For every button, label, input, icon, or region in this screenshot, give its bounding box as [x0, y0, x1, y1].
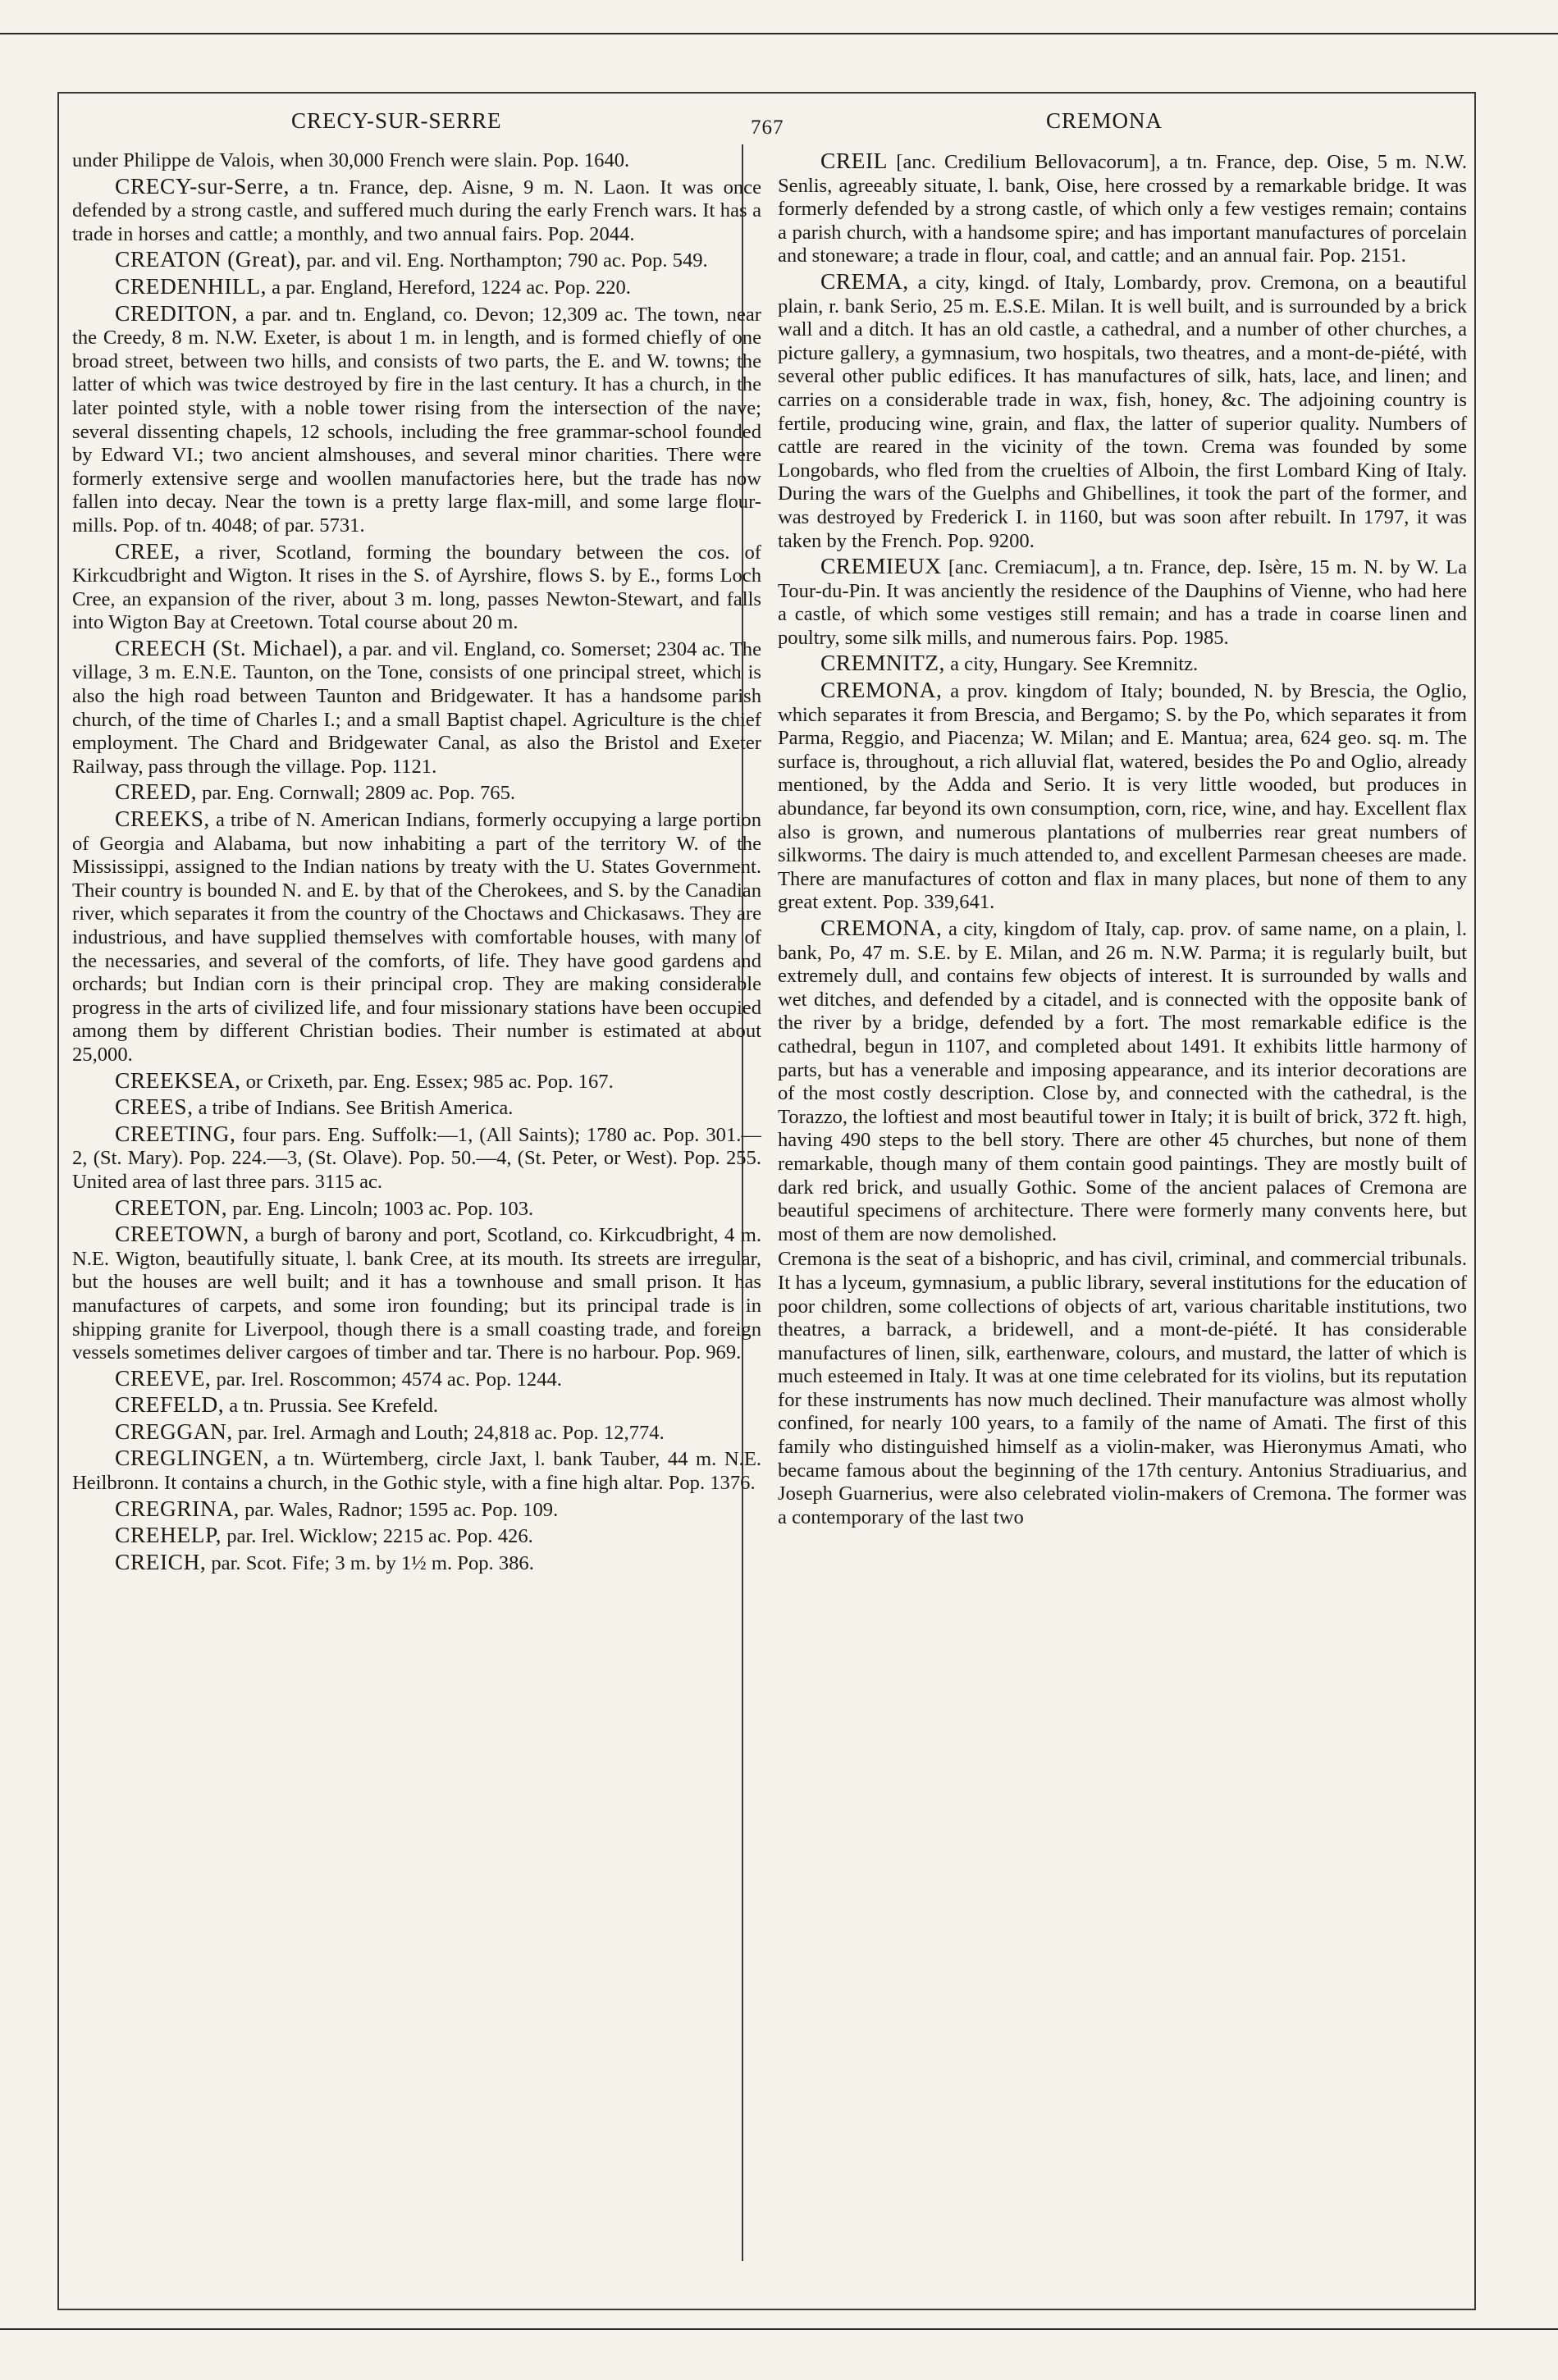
- entry-text: par. and vil. Eng. Northampton; 790 ac. Pop. 549.: [306, 249, 708, 272]
- entry-text: par. Irel. Armagh and Louth; 24,818 ac. Pop. 12,774.: [237, 1421, 665, 1444]
- entry-text: par. Eng. Cornwall; 2809 ac. Pop. 765.: [202, 782, 516, 805]
- entry-headword: CREDITON,: [115, 299, 238, 326]
- gazetteer-entry: [778, 1248, 1467, 1529]
- entry-headword: CREETON,: [115, 1194, 228, 1220]
- entry-headword: CREGGAN,: [115, 1418, 233, 1444]
- page-number: 767: [751, 116, 784, 139]
- gazetteer-entry: [72, 149, 761, 173]
- entry-text: or Crixeth, par. Eng. Essex; 985 ac. Pop. 167.: [245, 1070, 614, 1093]
- entry-headword: CREIL: [820, 148, 888, 173]
- entry-text: a par. and tn. England, co. Devon; 12,309 ac. The town, near the Creedy, 8 m. N.W. Exeter, is about 1 m. in length, and is formed chiefly of one broad street, between two hills, and consists of two parts, the E. and W. towns; the latter of which was twice destroyed by fire in the last century. It has a church, in the later pointed style, with a noble tower rising from the intersection of the nave; several dissenting chapels, 12 schools, including the free grammar-school founded by Edward VI.; two ancient almshouses, and several minor charities. There were formerly extensive serge and woollen manufactories here, but the trade has now fallen into decay. Near the town is a pretty large flax-mill, and some large flour-mills. Pop. of tn. 4048; of par. 5731.: [72, 303, 761, 537]
- entry-text: a par. England, Hereford, 1224 ac. Pop. 220.: [272, 276, 631, 299]
- top-rule: [0, 33, 1558, 34]
- entry-headword: CREMNITZ,: [820, 650, 945, 676]
- entry-headword: CREES,: [115, 1094, 194, 1120]
- entry-headword: CREATON (Great),: [115, 246, 302, 272]
- entry-headword: CREMONA,: [820, 915, 943, 940]
- entry-text: four pars. Eng. Suffolk:—1, (All Saints); 1780 ac. Pop. 301.—2, (St. Mary). Pop. 224.—3, (St. Olave). Pop. 50.—4, (St. Peter, or West). Pop. 255. United area of last three pars. 3115 ac.: [72, 1123, 761, 1193]
- gazetteer-entry: [72, 537, 761, 635]
- entry-text: a tn. Würtemberg, circle Jaxt, l. bank Tauber, 44 m. N.E. Heilbronn. It contains a church, in the Gothic style, with a fine high altar. Pop. 1376.: [72, 1448, 761, 1495]
- gazetteer-entry: [778, 267, 1468, 553]
- gazetteer-entry: [72, 1393, 761, 1418]
- gazetteer-entry: [72, 1548, 761, 1576]
- entry-headword: CREEKS,: [115, 806, 210, 832]
- entry-headword: CRECY-sur-Serre,: [115, 172, 290, 199]
- gazetteer-entry: [72, 1196, 761, 1222]
- gazetteer-entry: [778, 555, 1467, 650]
- gazetteer-entry: [72, 1420, 761, 1446]
- gazetteer-entry: [72, 172, 761, 247]
- gazetteer-entry: [778, 149, 1467, 268]
- entry-headword: CREMONA,: [820, 677, 943, 703]
- entry-text: a city, kingd. of Italy, Lombardy, prov. Cremona, on a beautiful plain, r. bank Serio, 25 m. E.S.E. Milan. It is well built, and is surrounded by a brick wall and a ditch. It has an old castle, a cathedral, and a number of other churches, a picture gallery, a gymnasium, two hospitals, two theatres, and a mont-de-piété, with several other public edifices. It has manufactures of silk, hats, lace, and linen; and carries on a considerable trade in wax, fish, honey, &c. The adjoining country is fertile, producing wine, grain, and flax, the latter of superior quality. Numbers of cattle are reared in the vicinity of the town. Crema was founded by some Longobards, who fled from the cruelties of Alboin, the first Lombard King of Italy. During the wars of the Guelphs and Ghibellines, it took the part of the former, and was destroyed by Frederick I. in 1160, but was soon after rebuilt. In 1797, it was taken by the French. Pop. 9200.: [778, 271, 1468, 552]
- entry-headword: CREEVE,: [115, 1364, 212, 1391]
- gazetteer-entry: [72, 1095, 761, 1121]
- gazetteer-entry: [72, 1446, 761, 1495]
- entry-headword: CREFELD,: [115, 1391, 225, 1418]
- entry-text: a prov. kingdom of Italy; bounded, N. by Brescia, the Oglio, which separates it from Brescia, and Bergamo; S. by the Po, which separates it from Parma, Reggio, and Piacenza; W. Milan; and E. Mantua; area, 624 geo. sq. m. The surface is, throughout, a rich alluvial flat, watered, besides the Po and Oglio, already mentioned, by the Adda and Serio. It is very little wooded, but produces in abundance, far beyond its own consumption, corn, rice, wine, and hay. Excellent flax also is grown, and numerous plantations of mulberries rear great numbers of silkworms. The dairy is much attended to, and excellent Parmesan cheeses are made. There are manufactures of cotton and flax in many places, but none of them to any great extent. Pop. 339,641.: [778, 680, 1467, 914]
- gazetteer-entry: [72, 272, 761, 300]
- gazetteer-entry: [72, 1523, 761, 1549]
- left-column: [72, 149, 761, 1577]
- entry-text: a river, Scotland, forming the boundary between the cos. of Kirkcudbright and Wigton. It rises in the S. of Ayrshire, flows S. by E., forms Loch Cree, an expansion of the river, about 3 m. long, passes Newton-Stewart, and falls into Wigton Bay at Creetown. Total course about 20 m.: [72, 541, 761, 634]
- entry-headword: CREETING,: [115, 1120, 236, 1146]
- gazetteer-entry: [72, 1069, 761, 1094]
- entry-text: [anc. Credilium Bellovacorum], a tn. France, dep. Oise, 5 m. N.W. Senlis, agreeably situate, l. bank, Oise, here crossed by a remarkable bridge. It was formerly defended by a strong castle, of which only a few vestiges remain; contains a parish church, with a handsome spire; and has important manufactures of porcelain and stoneware; a trade in flour, coal, and cattle; and an annual fair. Pop. 2151.: [778, 151, 1468, 267]
- right-column: [778, 149, 1467, 1531]
- gazetteer-entry: [72, 248, 761, 273]
- entry-text: a city, Hungary. See Kremnitz.: [950, 653, 1199, 676]
- entry-text: a tribe of N. American Indians, formerly occupying a large portion of Georgia and Alabama, but now inhabiting a part of the territory W. of the Mississippi, assigned to the Indian nations by treaty with the U. States Government. Their country is bounded N. and E. by that of the Cherokees, and S. by the Canadian river, which separates it from the country of the Choctaws and Chickasaws. They are industrious, and have supplied themselves with comfortable houses, with many of the necessaries, and several of the comforts, of life. They have good gardens and orchards; but Indian corn is their principal crop. They are making considerable progress in the arts of civilized life, and four missionary stations have been occupied among them by different Christian bodies. Their number is estimated at about 25,000.: [72, 809, 761, 1066]
- entry-headword: CREMIEUX: [820, 553, 942, 579]
- entry-text: par. Irel. Wicklow; 2215 ac. Pop. 426.: [226, 1525, 533, 1548]
- entry-text: [anc. Cremiacum], a tn. France, dep. Isère, 15 m. N. by W. La Tour-du-Pin. It was anciently the residence of the Dauphins of Vienne, who had here a castle, of which some vestiges still remain; and has a trade in coarse linen and poultry, some silk mills, and numerous fairs. Pop. 1985.: [778, 556, 1467, 649]
- entry-text: under Philippe de Valois, when 30,000 French were slain. Pop. 1640.: [72, 149, 630, 171]
- gazetteer-entry: [778, 916, 1467, 1246]
- bottom-rule: [0, 2328, 1558, 2330]
- entry-text: a tn. France, dep. Aisne, 9 m. N. Laon. It was once defended by a strong castle, and suffered much during the early French wars. It has a trade in horses and cattle; a monthly, and two annual fairs. Pop. 2044.: [72, 176, 761, 245]
- gazetteer-entry: [778, 651, 1467, 677]
- entry-headword: CREMA,: [820, 267, 909, 294]
- entry-text: Cremona is the seat of a bishopric, and has civil, criminal, and commercial tribunals. It has a lyceum, gymnasium, a public library, several institutions for the education of poor children, some collections of objects of art, various charitable institutions, two theatres, a barrack, a bridewell, and a mont-de-piété. It has considerable manufactures of linen, silk, earthenware, colours, and mustard, the latter of which is much esteemed in Italy. It was at one time celebrated for its violins, but its reputation for these instruments has now much declined. Their manufacture was almost wholly confined, for nearly 100 years, to a family of the name of Amati. The first of this family who distinguished himself as a violin-maker, was Hieronymus Amati, who became famous about the beginning of the 17th century. Antonius Stradiuarius, and Joseph Guarnerius, were also celebrated violin-makers of Cremona. The former was a contemporary of the last two: [778, 1248, 1467, 1528]
- gazetteer-entry: [72, 1222, 761, 1365]
- entry-text: par. Irel. Roscommon; 4574 ac. Pop. 1244.: [216, 1368, 562, 1391]
- entry-headword: CREICH,: [115, 1548, 207, 1574]
- entry-headword: CREHELP,: [115, 1522, 222, 1548]
- entry-text: par. Eng. Lincoln; 1003 ac. Pop. 103.: [232, 1197, 534, 1220]
- entry-headword: CREE,: [115, 537, 180, 564]
- entry-headword: CREEKSEA,: [115, 1067, 241, 1093]
- entry-headword: CREGLINGEN,: [115, 1445, 270, 1471]
- entry-text: a tn. Prussia. See Krefeld.: [229, 1395, 439, 1418]
- entry-headword: CREECH (St. Michael),: [115, 634, 344, 660]
- entry-text: a city, kingdom of Italy, cap. prov. of same name, on a plain, l. bank, Po, 47 m. S.E. by E. Milan, and 26 m. N.W. Parma; it is regularly built, but extremely dull, and contains few objects of interest. It is surrounded by walls and wet ditches, and defended by a citadel, and is connected with the opposite bank of the river by a bridge, defended by a fort. The most remarkable edifice is the cathedral, begun in 1107, and completed about 1491. It exhibits little harmony of parts, but has a venerable and imposing appearance, and its interior decorations are of the most costly description. Close by, and connected with the cathedral, is the Torazzo, the loftiest and most beautiful tower in Italy; it is built of brick, 372 ft. high, having 490 steps to the bell story. There are other 45 churches, but none of them remarkable, though many of them contain good paintings. They are mostly built of dark red brick, and usually Gothic. Some of the ancient palaces of Cremona are beautiful specimens of architecture. There were formerly many convents here, but most of them are now demolished.: [778, 918, 1467, 1245]
- gazetteer-entry: [72, 634, 761, 779]
- running-head-left: CRECY-SUR-SERRE: [291, 108, 502, 133]
- entry-headword: CREETOWN,: [115, 1221, 249, 1247]
- entry-headword: CREED,: [115, 779, 198, 805]
- gazetteer-entry: [72, 780, 761, 806]
- entry-text: a burgh of barony and port, Scotland, co. Kirkcudbright, 4 m. N.E. Wigton, beautifully situate, l. bank Cree, at its mouth. Its streets are irregular, but the houses are well built; and it has a townhouse and small prison. It has manufactures of carpets, and some iron founding; but its principal trade is in shipping granite for Liverpool, though there is a small coasting trade, and foreign vessels sometimes deliver cargoes of timber and tar. There is no harbour. Pop. 969.: [72, 1224, 761, 1364]
- entry-headword: CREGRINA,: [115, 1495, 240, 1521]
- gazetteer-entry: [72, 1364, 761, 1392]
- entry-text: a par. and vil. England, co. Somerset; 2304 ac. The village, 3 m. E.N.E. Taunton, on the Tone, consists of one principal street, which is also the high road between Taunton and Bridgewater. It has a handsome parish church, of the time of Charles I.; and a small Baptist chapel. Agriculture is the chief employment. The Chard and Bridgewater Canal, as also the Bristol and Exeter Railway, pass through the village. Pop. 1121.: [72, 637, 761, 778]
- entry-text: a tribe of Indians. See British America.: [198, 1097, 514, 1120]
- entry-headword: CREDENHILL,: [115, 272, 267, 299]
- gazetteer-entry: [72, 1497, 761, 1523]
- entry-text: par. Scot. Fife; 3 m. by 1½ m. Pop. 386.: [211, 1551, 534, 1574]
- gazetteer-entry: [72, 807, 761, 1067]
- gazetteer-entry: [72, 299, 761, 538]
- gazetteer-entry: [778, 678, 1467, 915]
- entry-text: par. Wales, Radnor; 1595 ac. Pop. 109.: [244, 1498, 559, 1521]
- running-head-right: CREMONA: [1046, 108, 1163, 133]
- gazetteer-entry: [72, 1122, 761, 1195]
